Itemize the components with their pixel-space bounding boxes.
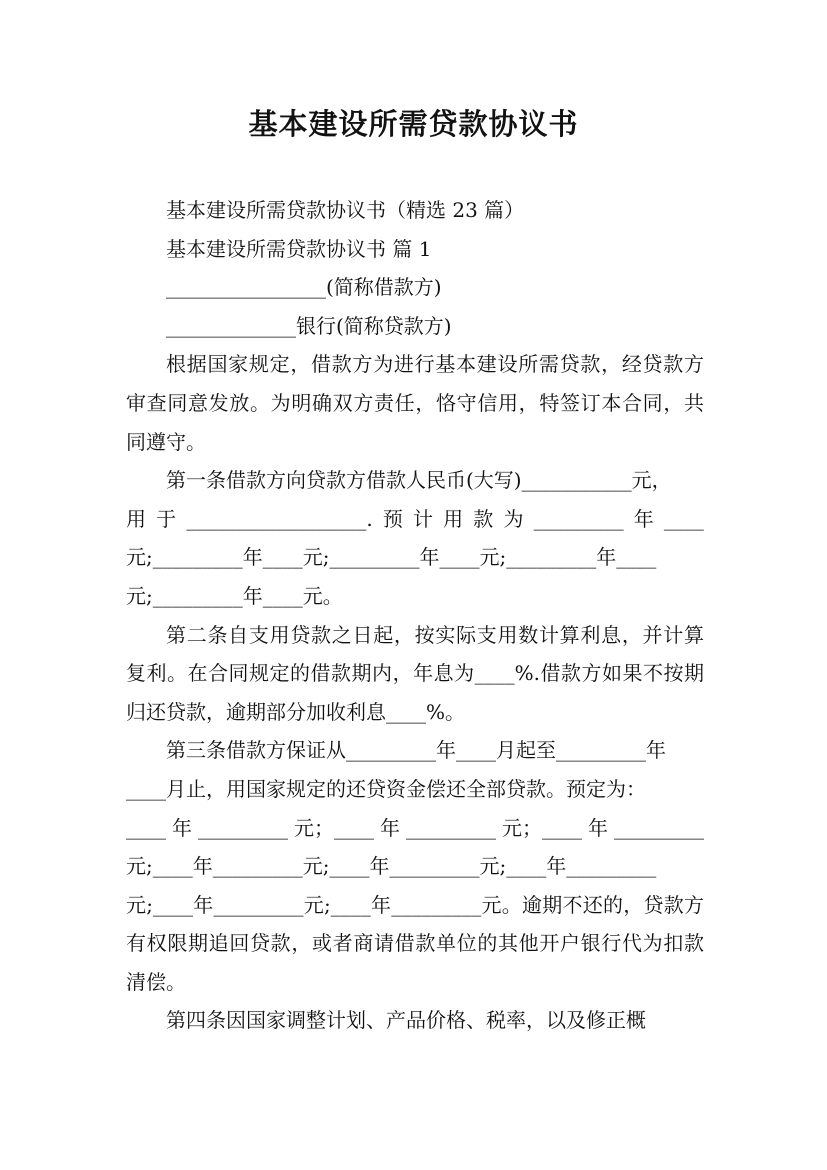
article-1-line-1: 第一条借款方向贷款方借款人民币(大写)___________元， [166, 468, 672, 493]
text-fragment: _________ [198, 815, 288, 840]
document-title: 基本建设所需贷款协议书 [248, 107, 579, 141]
text-fragment: _________ [406, 815, 496, 840]
text-fragment: 元；____ [294, 815, 374, 840]
article-3-line-4: 元;____年_________元;____年_________元;____年_________ [126, 854, 657, 879]
paragraph-article-2: 第二条自支用贷款之日起，按实际支用数计算利息，并计算复利。在合同规定的借款期内，年息为____%.借款方如果不按期归还贷款，逾期部分加收利息____%。 [126, 622, 704, 724]
document-body [126, 191, 704, 1040]
article-3-line-2: ____月止，用国家规定的还贷资金偿还全部贷款。预定为： [126, 776, 646, 801]
article-1-line-4: 元;_________年____元。 [126, 583, 343, 608]
text-fragment: ____ [126, 815, 166, 840]
text-fragment: 元；____ [502, 815, 582, 840]
text-fragment: 年 [172, 815, 192, 840]
text-fragment: 款 [473, 506, 494, 531]
text-fragment: 于 [156, 506, 177, 531]
text-fragment: _________ [533, 506, 624, 531]
chapter-heading: 基本建设所需贷款协议书 篇 1 [166, 236, 432, 261]
borrower-line: ________________(简称借款方) [166, 275, 442, 300]
lender-line: _____________银行(简称贷款方) [166, 313, 452, 338]
text-fragment: __________________. [186, 506, 373, 531]
article-4-line-1: 第四条因国家调整计划、产品价格、税率，以及修正概 [166, 1008, 646, 1033]
text-fragment: 用 [443, 506, 464, 531]
text-fragment: 计 [412, 506, 433, 531]
text-fragment: 为 [503, 506, 524, 531]
text-fragment: ____ [663, 506, 704, 531]
paragraph-intro: 根据国家规定，借款方为进行基本建设所需贷款，经贷款方审查同意发放。为明确双方责任，恪守信用，特签订本合同，共同遵守。 [126, 352, 704, 454]
article-3-rest: 元;____年_________元;____年_________元。逾期不还的，贷款方有权限期追回贷款，或者商请借款单位的其他开户银行代为扣款清偿。 [126, 892, 704, 994]
article-3-line-3 [126, 809, 704, 848]
text-fragment: 年 [380, 815, 400, 840]
text-fragment: 年 [633, 506, 654, 531]
text-fragment: 预 [382, 506, 403, 531]
article-1-line-3: 元;_________年____元;_________年____元;_________年____ [126, 545, 657, 570]
article-3-line-1: 第三条借款方保证从_________年____月起至_________年 [166, 738, 666, 763]
text-fragment: 用 [126, 506, 146, 531]
subtitle: 基本建设所需贷款协议书（精选 23 篇） [166, 198, 525, 222]
article-1-line-2 [126, 500, 704, 539]
text-fragment: 年 [588, 815, 608, 840]
text-fragment: _________ [614, 815, 704, 840]
